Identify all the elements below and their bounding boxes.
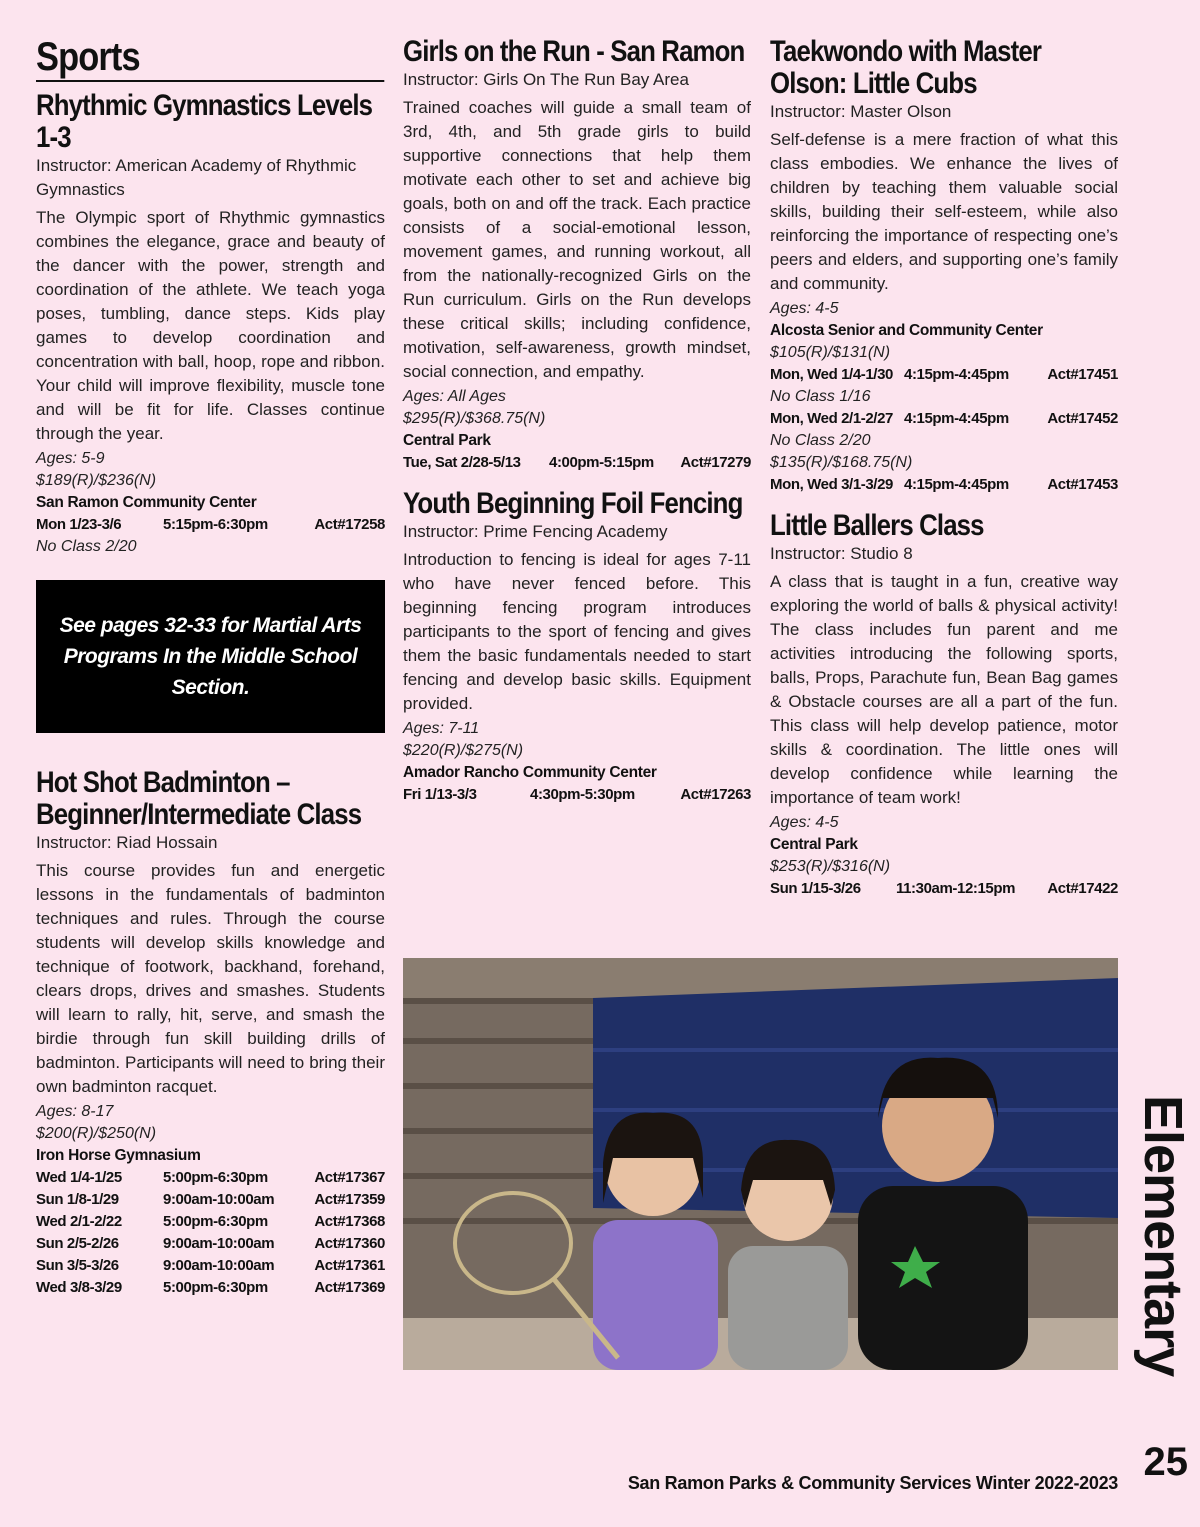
class-description: A class that is taught in a fun, creative way exploring the world of balls & physical activity! The class includes fun parent and me activities introducing the following sports, balls, Props, Parachute fun, Bean Bag games & Obstacle courses are all a part of the fun. This class will help develop patience, motor skills & coordination. The little ones will develop confidence while learning the importance of team work!	[770, 572, 1118, 807]
class-description: Self-defense is a mere fraction of what this class embodies. We enhance the lives of children by teaching them valuable social skills, building their self-esteem, while also reinforcing the importance of respecting one’s peers and elders, and supporting one’s family and community.	[770, 130, 1118, 293]
session-time: 5:15pm-6:30pm	[163, 516, 268, 533]
session-dates: Fri 1/13-3/3	[403, 786, 477, 803]
class-instructor: Instructor: Prime Fencing Academy	[403, 522, 668, 541]
class-ages: Ages: 5-9	[36, 450, 105, 467]
session-activity-number: Act#17359	[314, 1191, 385, 1208]
footer: San Ramon Parks & Community Services Winter 2022-2023	[627, 1473, 1118, 1493]
class-ages: Ages: 4-5	[770, 814, 839, 831]
session-time: 4:30pm-5:30pm	[530, 786, 635, 803]
column-3	[770, 36, 1118, 914]
session-dates: Wed 2/1-2/22	[36, 1213, 122, 1230]
class-instructor: Instructor: Riad Hossain	[36, 833, 218, 852]
class-note: No Class 2/20	[770, 432, 871, 449]
class-description: Introduction to fencing is ideal for ages 7-11 who have never fenced before. This beginning fencing program introduces participants to the sport of fencing and gives them the basic fundamentals needed to start fencing and develop basic skills. Equipment provided.	[403, 550, 751, 713]
session-row	[36, 1211, 385, 1233]
class-note: No Class 2/20	[36, 538, 137, 555]
session-dates: Sun 3/5-3/26	[36, 1257, 119, 1274]
class-rhythmic-gymnastics	[36, 90, 385, 558]
session-dates: Tue, Sat 2/28-5/13	[403, 454, 521, 471]
session-row	[770, 408, 1118, 430]
class-title: Taekwondo with Master Olson: Little Cubs	[770, 35, 1042, 100]
session-time: 4:15pm-4:45pm	[904, 410, 1009, 427]
class-location: Central Park	[770, 836, 858, 853]
class-ages: Ages: 4-5	[770, 300, 839, 317]
class-title: Youth Beginning Foil Fencing	[403, 487, 743, 520]
session-time: 4:15pm-4:45pm	[904, 476, 1009, 493]
session-row	[36, 514, 385, 536]
class-price: $253(R)/$316(N)	[770, 858, 891, 875]
class-girls-on-the-run	[403, 36, 751, 474]
session-dates: Sun 1/8-1/29	[36, 1191, 119, 1208]
session-row	[36, 1277, 385, 1299]
class-price: $220(R)/$275(N)	[403, 742, 524, 759]
session-dates: Mon, Wed 2/1-2/27	[770, 410, 893, 427]
class-ages: Ages: 8-17	[36, 1103, 114, 1120]
class-taekwondo-little-cubs	[770, 36, 1118, 496]
class-location: Iron Horse Gymnasium	[36, 1147, 201, 1164]
session-activity-number: Act#17367	[314, 1169, 385, 1186]
class-description: Trained coaches will guide a small team of 3rd, 4th, and 5th grade girls to build supportive connections that help them motivate each other to set and achieve big goals, both on and off the track. Each practice consists of a social-emotional lesson, movement games, and running workout, all from the nationally-recognized Girls on the Run curriculum. Girls on the Run develops these critical skills; including confidence, motivation, self-awareness, growth mindset, social connection, and empathy.	[403, 98, 751, 381]
session-activity-number: Act#17451	[1047, 366, 1118, 383]
section-side-tab	[1133, 1095, 1193, 1377]
session-activity-number: Act#17279	[680, 454, 751, 471]
kids-badminton-photo	[403, 958, 1118, 1370]
session-row	[403, 784, 751, 806]
column-2	[403, 36, 751, 820]
class-description: The Olympic sport of Rhythmic gymnastics combines the elegance, grace and beauty of the dancer with the power, strength and coordination of the athlete. We teach yoga poses, tumbling, dance steps. Kids play games to develop coordination and concentration with ball, hoop, rope and ribbon. Your child will improve flexibility, muscle tone and will be fit for life. Classes continue through the year.	[36, 208, 385, 443]
class-youth-foil-fencing	[403, 488, 751, 806]
class-price: $200(R)/$250(N)	[36, 1125, 157, 1142]
class-instructor: Instructor: Girls On The Run Bay Area	[403, 70, 689, 89]
session-row	[36, 1255, 385, 1277]
class-little-ballers	[770, 510, 1118, 900]
class-instructor: Instructor: American Academy of Rhythmic Gymnastics	[36, 156, 357, 199]
session-dates: Mon, Wed 3/1-3/29	[770, 476, 893, 493]
session-activity-number: Act#17360	[314, 1235, 385, 1252]
session-dates: Mon 1/23-3/6	[36, 516, 122, 533]
martial-arts-callout: See pages 32-33 for Martial Arts Programs In the Middle School Section.	[36, 580, 385, 733]
session-dates: Wed 1/4-1/25	[36, 1169, 122, 1186]
session-activity-number: Act#17452	[1047, 410, 1118, 427]
session-row	[36, 1233, 385, 1255]
session-time: 5:00pm-6:30pm	[163, 1169, 268, 1186]
session-activity-number: Act#17258	[314, 516, 385, 533]
session-dates: Wed 3/8-3/29	[36, 1279, 122, 1296]
class-price: $295(R)/$368.75(N)	[403, 410, 546, 427]
session-activity-number: Act#17368	[314, 1213, 385, 1230]
side-tab-label: Elementary	[1133, 1095, 1193, 1377]
session-row	[36, 1167, 385, 1189]
class-title: Rhythmic Gymnastics Levels 1-3	[36, 89, 373, 154]
class-location: Alcosta Senior and Community Center	[770, 322, 1043, 339]
class-ages: Ages: 7-11	[403, 720, 480, 737]
class-price: $135(R)/$168.75(N)	[770, 454, 913, 471]
class-description: This course provides fun and energetic lessons in the fundamentals of badminton techniques and rules. Through the course students will develop skills knowledge and technique of footwork, backhand, forehand, clears drops, drives and smashes. Students will learn to rally, hit, serve, and smash the birdie through fun skill building drills of badminton. Participants will need to bring their own badminton racquet.	[36, 861, 385, 1096]
session-dates: Sun 2/5-2/26	[36, 1235, 119, 1252]
session-time: 11:30am-12:15pm	[896, 880, 1016, 897]
class-location: Central Park	[403, 432, 491, 449]
section-title: Sports	[36, 36, 384, 82]
column-1	[36, 36, 385, 1313]
class-title: Girls on the Run - San Ramon	[403, 35, 745, 68]
class-instructor: Instructor: Studio 8	[770, 544, 913, 563]
class-instructor: Instructor: Master Olson	[770, 102, 952, 121]
session-dates: Sun 1/15-3/26	[770, 880, 861, 897]
session-time: 9:00am-10:00am	[163, 1191, 275, 1208]
class-note: No Class 1/16	[770, 388, 871, 405]
class-ages: Ages: All Ages	[403, 388, 506, 405]
session-row	[770, 878, 1118, 900]
session-time: 9:00am-10:00am	[163, 1257, 275, 1274]
session-activity-number: Act#17369	[314, 1279, 385, 1296]
class-title: Hot Shot Badminton – Beginner/Intermediate Class	[36, 766, 362, 831]
session-time: 9:00am-10:00am	[163, 1235, 275, 1252]
session-row	[770, 364, 1118, 386]
class-hot-shot-badminton	[36, 767, 385, 1299]
session-time: 5:00pm-6:30pm	[163, 1213, 268, 1230]
session-activity-number: Act#17453	[1047, 476, 1118, 493]
session-row	[36, 1189, 385, 1211]
class-location: Amador Rancho Community Center	[403, 764, 657, 781]
session-row	[403, 452, 751, 474]
page-number: 25	[1143, 1440, 1188, 1484]
session-activity-number: Act#17263	[680, 786, 751, 803]
class-price: $189(R)/$236(N)	[36, 472, 157, 489]
session-time: 4:00pm-5:15pm	[549, 454, 654, 471]
session-row	[770, 474, 1118, 496]
photo-illustration	[403, 958, 1118, 1370]
class-location: San Ramon Community Center	[36, 494, 257, 511]
class-price: $105(R)/$131(N)	[770, 344, 891, 361]
session-activity-number: Act#17361	[314, 1257, 385, 1274]
session-time: 5:00pm-6:30pm	[163, 1279, 268, 1296]
class-title: Little Ballers Class	[770, 509, 984, 542]
session-activity-number: Act#17422	[1047, 880, 1118, 897]
session-time: 4:15pm-4:45pm	[904, 366, 1009, 383]
session-dates: Mon, Wed 1/4-1/30	[770, 366, 893, 383]
